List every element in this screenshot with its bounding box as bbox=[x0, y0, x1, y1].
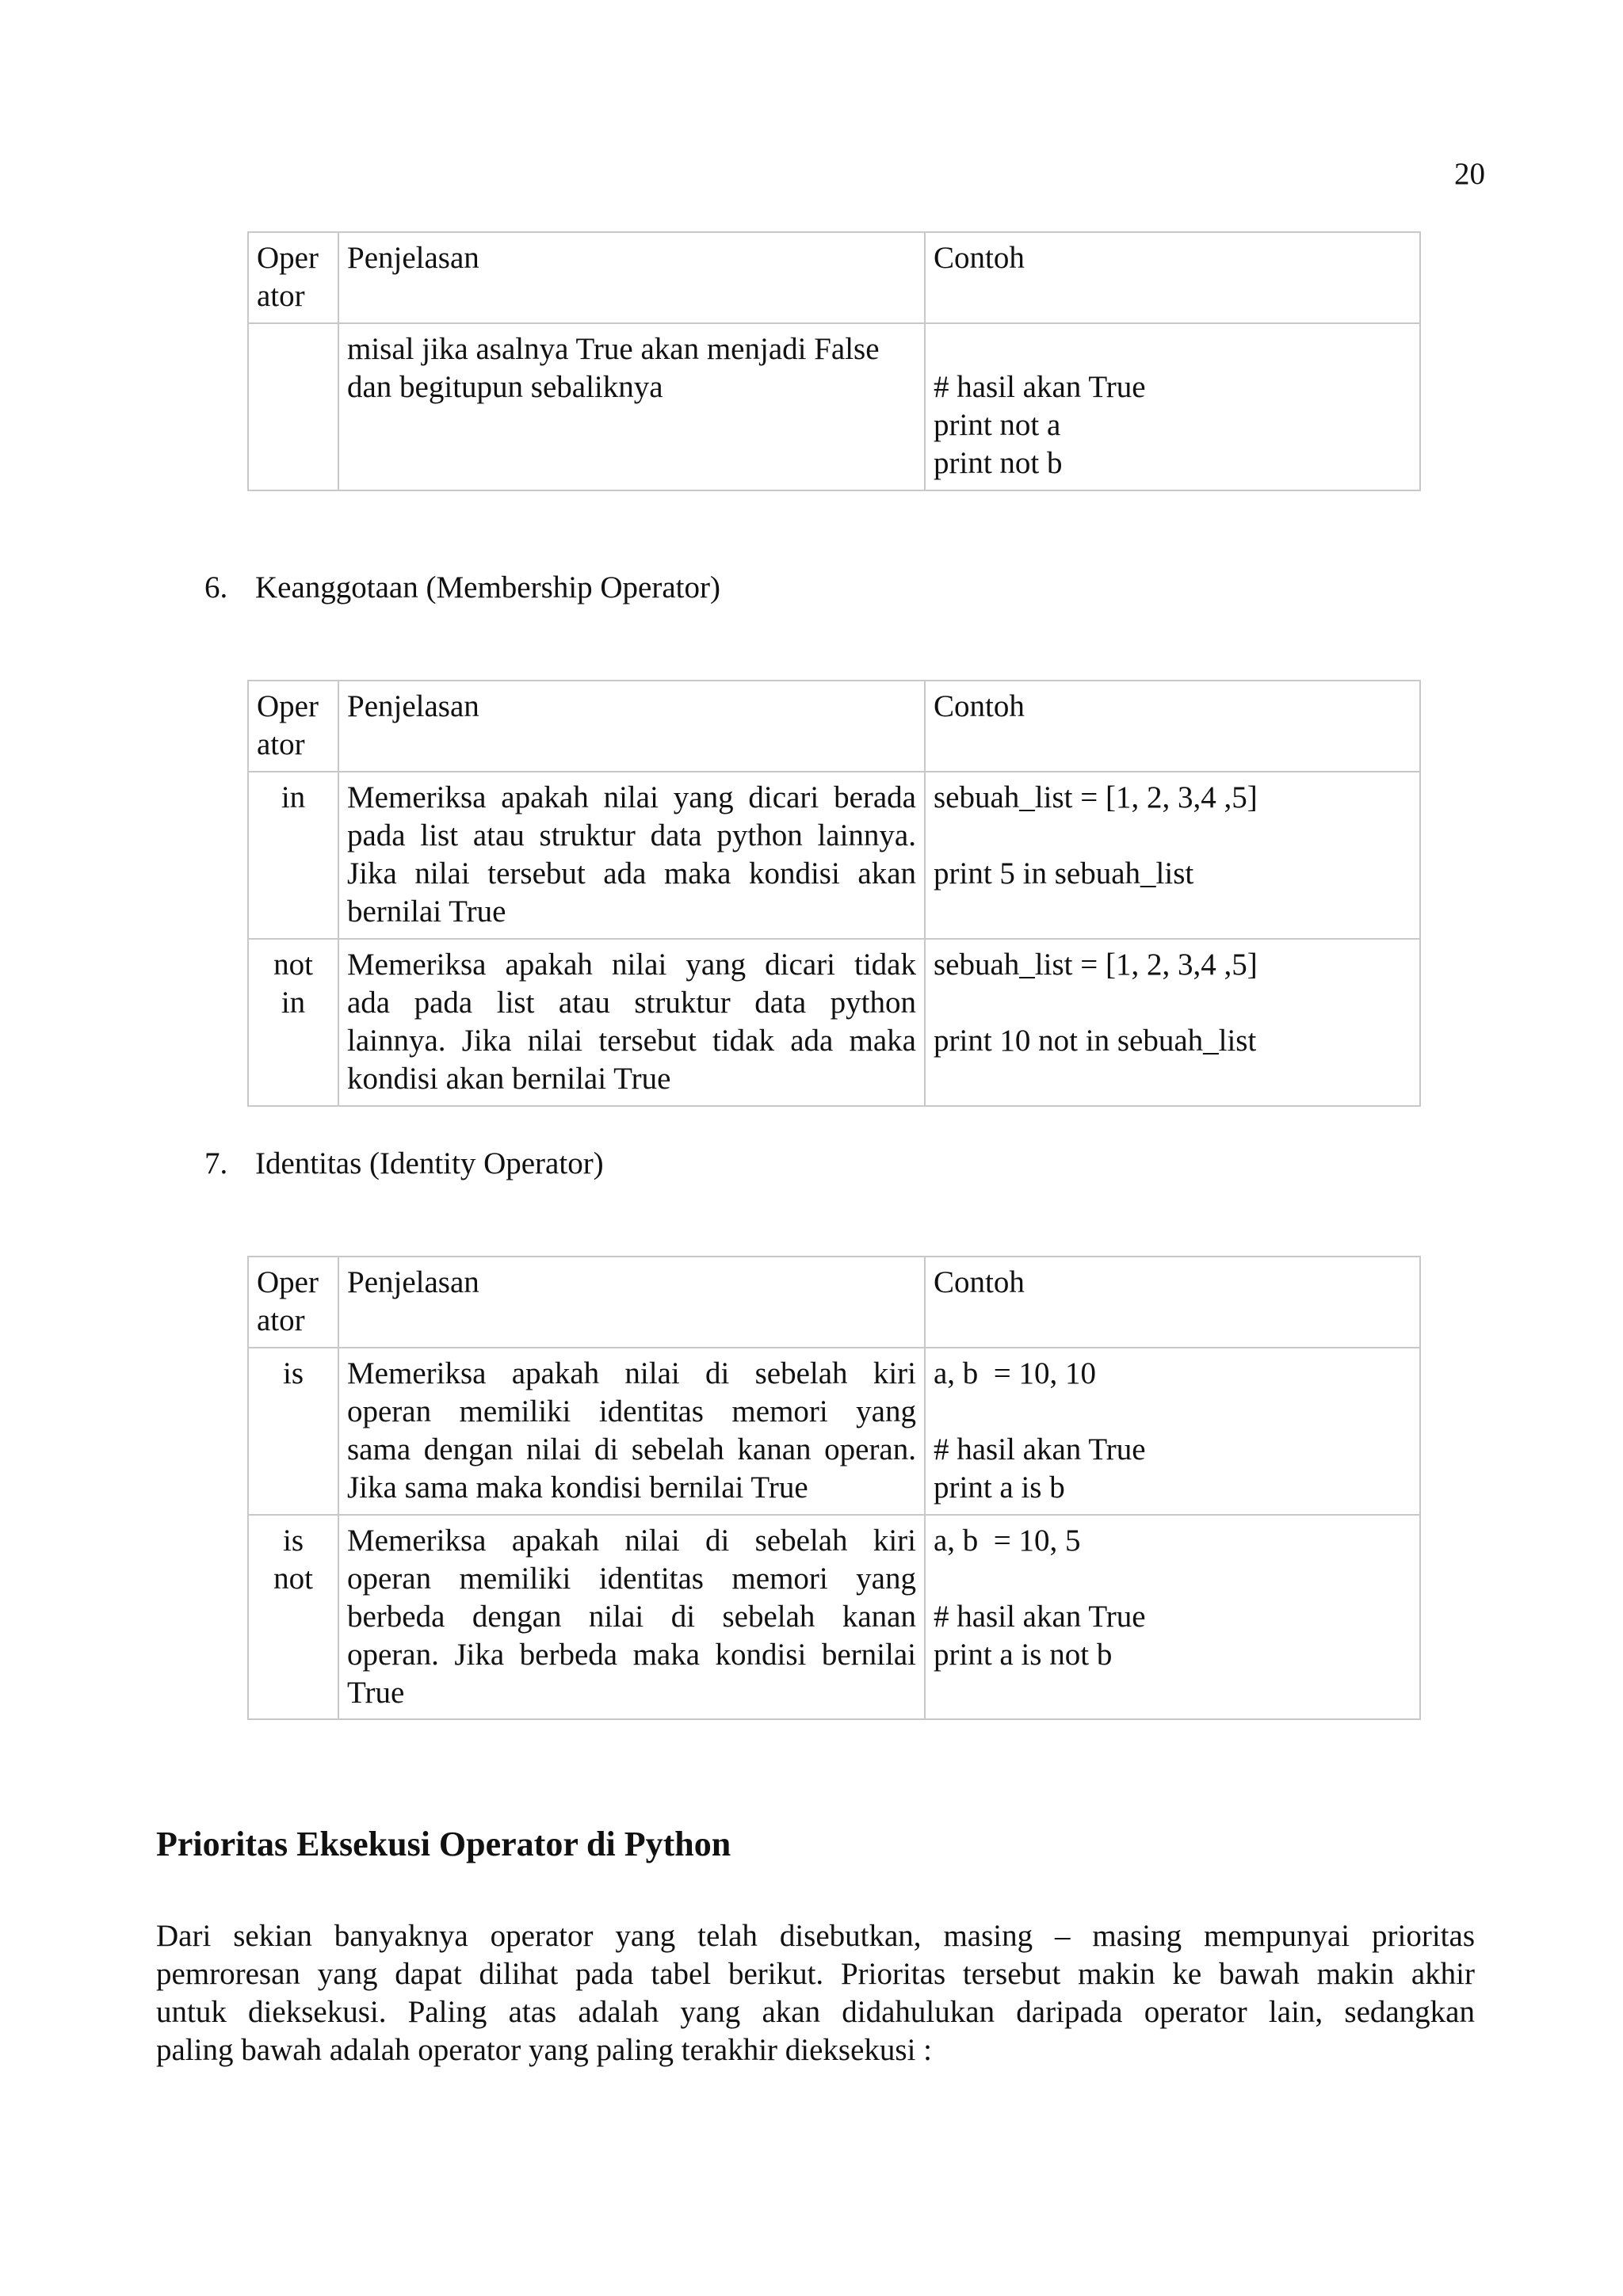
table-row bbox=[248, 1515, 1420, 1719]
example-line bbox=[934, 817, 1411, 855]
operator-line: not bbox=[273, 1562, 313, 1596]
section-number: 7. bbox=[204, 1146, 228, 1180]
example-line: print not b bbox=[934, 446, 1063, 480]
header-operator-line: Oper bbox=[257, 689, 319, 723]
logical-not-table bbox=[247, 231, 1421, 491]
operator-cell bbox=[248, 1348, 338, 1515]
description-line: True bbox=[347, 1676, 405, 1710]
table-header-row bbox=[248, 1257, 1420, 1348]
example-line: a, b = 10, 5 bbox=[934, 1524, 1081, 1558]
header-operator-line: ator bbox=[257, 727, 305, 761]
example-cell bbox=[925, 939, 1420, 1106]
example-line: print not a bbox=[934, 408, 1061, 442]
header-operator bbox=[248, 1257, 338, 1348]
header-operator-line: ator bbox=[257, 279, 305, 313]
example-line bbox=[934, 1393, 1411, 1431]
example-line: a, b = 10, 10 bbox=[934, 1356, 1097, 1390]
header-operator bbox=[248, 681, 338, 772]
description-line: ada pada list atau struktur data python bbox=[347, 986, 916, 1020]
example-cell bbox=[925, 1515, 1420, 1719]
section-heading-prioritas: Prioritas Eksekusi Operator di Python bbox=[156, 1825, 731, 1863]
description-line: berbeda dengan nilai di sebelah kanan bbox=[347, 1600, 916, 1634]
example-cell bbox=[925, 772, 1420, 939]
description-line: Memeriksa apakah nilai yang dicari berada bbox=[347, 780, 916, 814]
example-line: sebuah_list = [1, 2, 3,4 ,5] bbox=[934, 948, 1258, 982]
description-line: Jika nilai tersebut ada maka kondisi akan bbox=[347, 856, 916, 891]
section-number: 6. bbox=[204, 570, 228, 605]
description-line: lainnya. Jika nilai tersebut tidak ada maka bbox=[347, 1024, 916, 1058]
operator-cell bbox=[248, 772, 338, 939]
header-operator-line: ator bbox=[257, 1303, 305, 1337]
table-header-row bbox=[248, 681, 1420, 772]
body-paragraph bbox=[156, 1917, 1475, 2069]
example-line: print 10 not in sebuah_list bbox=[934, 1024, 1257, 1058]
example-line: sebuah_list = [1, 2, 3,4 ,5] bbox=[934, 780, 1258, 814]
section-title: Identitas (Identity Operator) bbox=[255, 1146, 604, 1180]
description-cell bbox=[338, 939, 925, 1106]
example-cell bbox=[925, 1348, 1420, 1515]
operator-line: in bbox=[281, 780, 306, 814]
example-line bbox=[934, 984, 1411, 1022]
description-cell bbox=[338, 323, 925, 490]
header-contoh: Contoh bbox=[925, 681, 1420, 772]
header-penjelasan: Penjelasan bbox=[338, 1257, 925, 1348]
example-line bbox=[934, 1560, 1411, 1598]
operator-line: not bbox=[273, 948, 313, 982]
description-cell bbox=[338, 1515, 925, 1719]
header-operator-line: Oper bbox=[257, 241, 319, 275]
operator-cell bbox=[248, 1515, 338, 1719]
operator-cell bbox=[248, 323, 338, 490]
identity-operator-table bbox=[247, 1256, 1421, 1720]
table-header-row bbox=[248, 232, 1420, 323]
description-line: Memeriksa apakah nilai di sebelah kiri bbox=[347, 1356, 916, 1390]
description-line: operan memiliki identitas memori yang bbox=[347, 1562, 916, 1596]
example-line: print 5 in sebuah_list bbox=[934, 856, 1194, 891]
description-line: operan memiliki identitas memori yang bbox=[347, 1394, 916, 1428]
operator-line: in bbox=[281, 986, 306, 1020]
paragraph-line: untuk dieksekusi. Paling atas adalah yang akan didahulukan daripada operator lain, sedangkan bbox=[156, 1995, 1475, 2029]
table-row bbox=[248, 772, 1420, 939]
paragraph-line: pemroresan yang dapat dilihat pada tabel berikut. Prioritas tersebut makin ke bawah makin akhir bbox=[156, 1957, 1475, 1991]
paragraph-line: paling bawah adalah operator yang paling terakhir dieksekusi : bbox=[156, 2033, 932, 2067]
example-cell bbox=[925, 323, 1420, 490]
membership-operator-table bbox=[247, 680, 1421, 1107]
example-line bbox=[934, 330, 1411, 368]
description-line: sama dengan nilai di sebelah kanan operan. bbox=[347, 1432, 916, 1466]
example-line: # hasil akan True bbox=[934, 1432, 1146, 1466]
header-penjelasan: Penjelasan bbox=[338, 681, 925, 772]
paragraph-line: Dari sekian banyaknya operator yang telah disebutkan, masing – masing mempunyai prioritas bbox=[156, 1919, 1475, 1953]
table-row bbox=[248, 939, 1420, 1106]
description-line: bernilai True bbox=[347, 894, 506, 929]
table-row bbox=[248, 1348, 1420, 1515]
description-line: Memeriksa apakah nilai di sebelah kiri bbox=[347, 1524, 916, 1558]
section-6-heading bbox=[204, 569, 720, 607]
operator-line: is bbox=[282, 1356, 304, 1390]
page-number: 20 bbox=[1454, 157, 1485, 191]
operator-line: is bbox=[282, 1524, 304, 1558]
example-line: print a is b bbox=[934, 1470, 1065, 1505]
description-line: pada list atau struktur data python lainnya. bbox=[347, 818, 916, 852]
description-cell bbox=[338, 772, 925, 939]
table-row bbox=[248, 323, 1420, 490]
header-contoh: Contoh bbox=[925, 232, 1420, 323]
description-line: Memeriksa apakah nilai yang dicari tidak bbox=[347, 948, 916, 982]
header-operator bbox=[248, 232, 338, 323]
section-title: Keanggotaan (Membership Operator) bbox=[255, 570, 720, 605]
example-line: # hasil akan True bbox=[934, 370, 1146, 404]
operator-cell bbox=[248, 939, 338, 1106]
example-line: # hasil akan True bbox=[934, 1600, 1146, 1634]
section-7-heading bbox=[204, 1145, 604, 1183]
header-contoh: Contoh bbox=[925, 1257, 1420, 1348]
description-line: Jika sama maka kondisi bernilai True bbox=[347, 1470, 808, 1505]
header-operator-line: Oper bbox=[257, 1265, 319, 1299]
description-line: operan. Jika berbeda maka kondisi bernilai bbox=[347, 1638, 916, 1672]
header-penjelasan: Penjelasan bbox=[338, 232, 925, 323]
description-line: misal jika asalnya True akan menjadi False bbox=[347, 332, 880, 366]
description-line: kondisi akan bernilai True bbox=[347, 1062, 671, 1096]
example-line: print a is not b bbox=[934, 1638, 1113, 1672]
description-cell bbox=[338, 1348, 925, 1515]
description-line: dan begitupun sebaliknya bbox=[347, 370, 663, 404]
